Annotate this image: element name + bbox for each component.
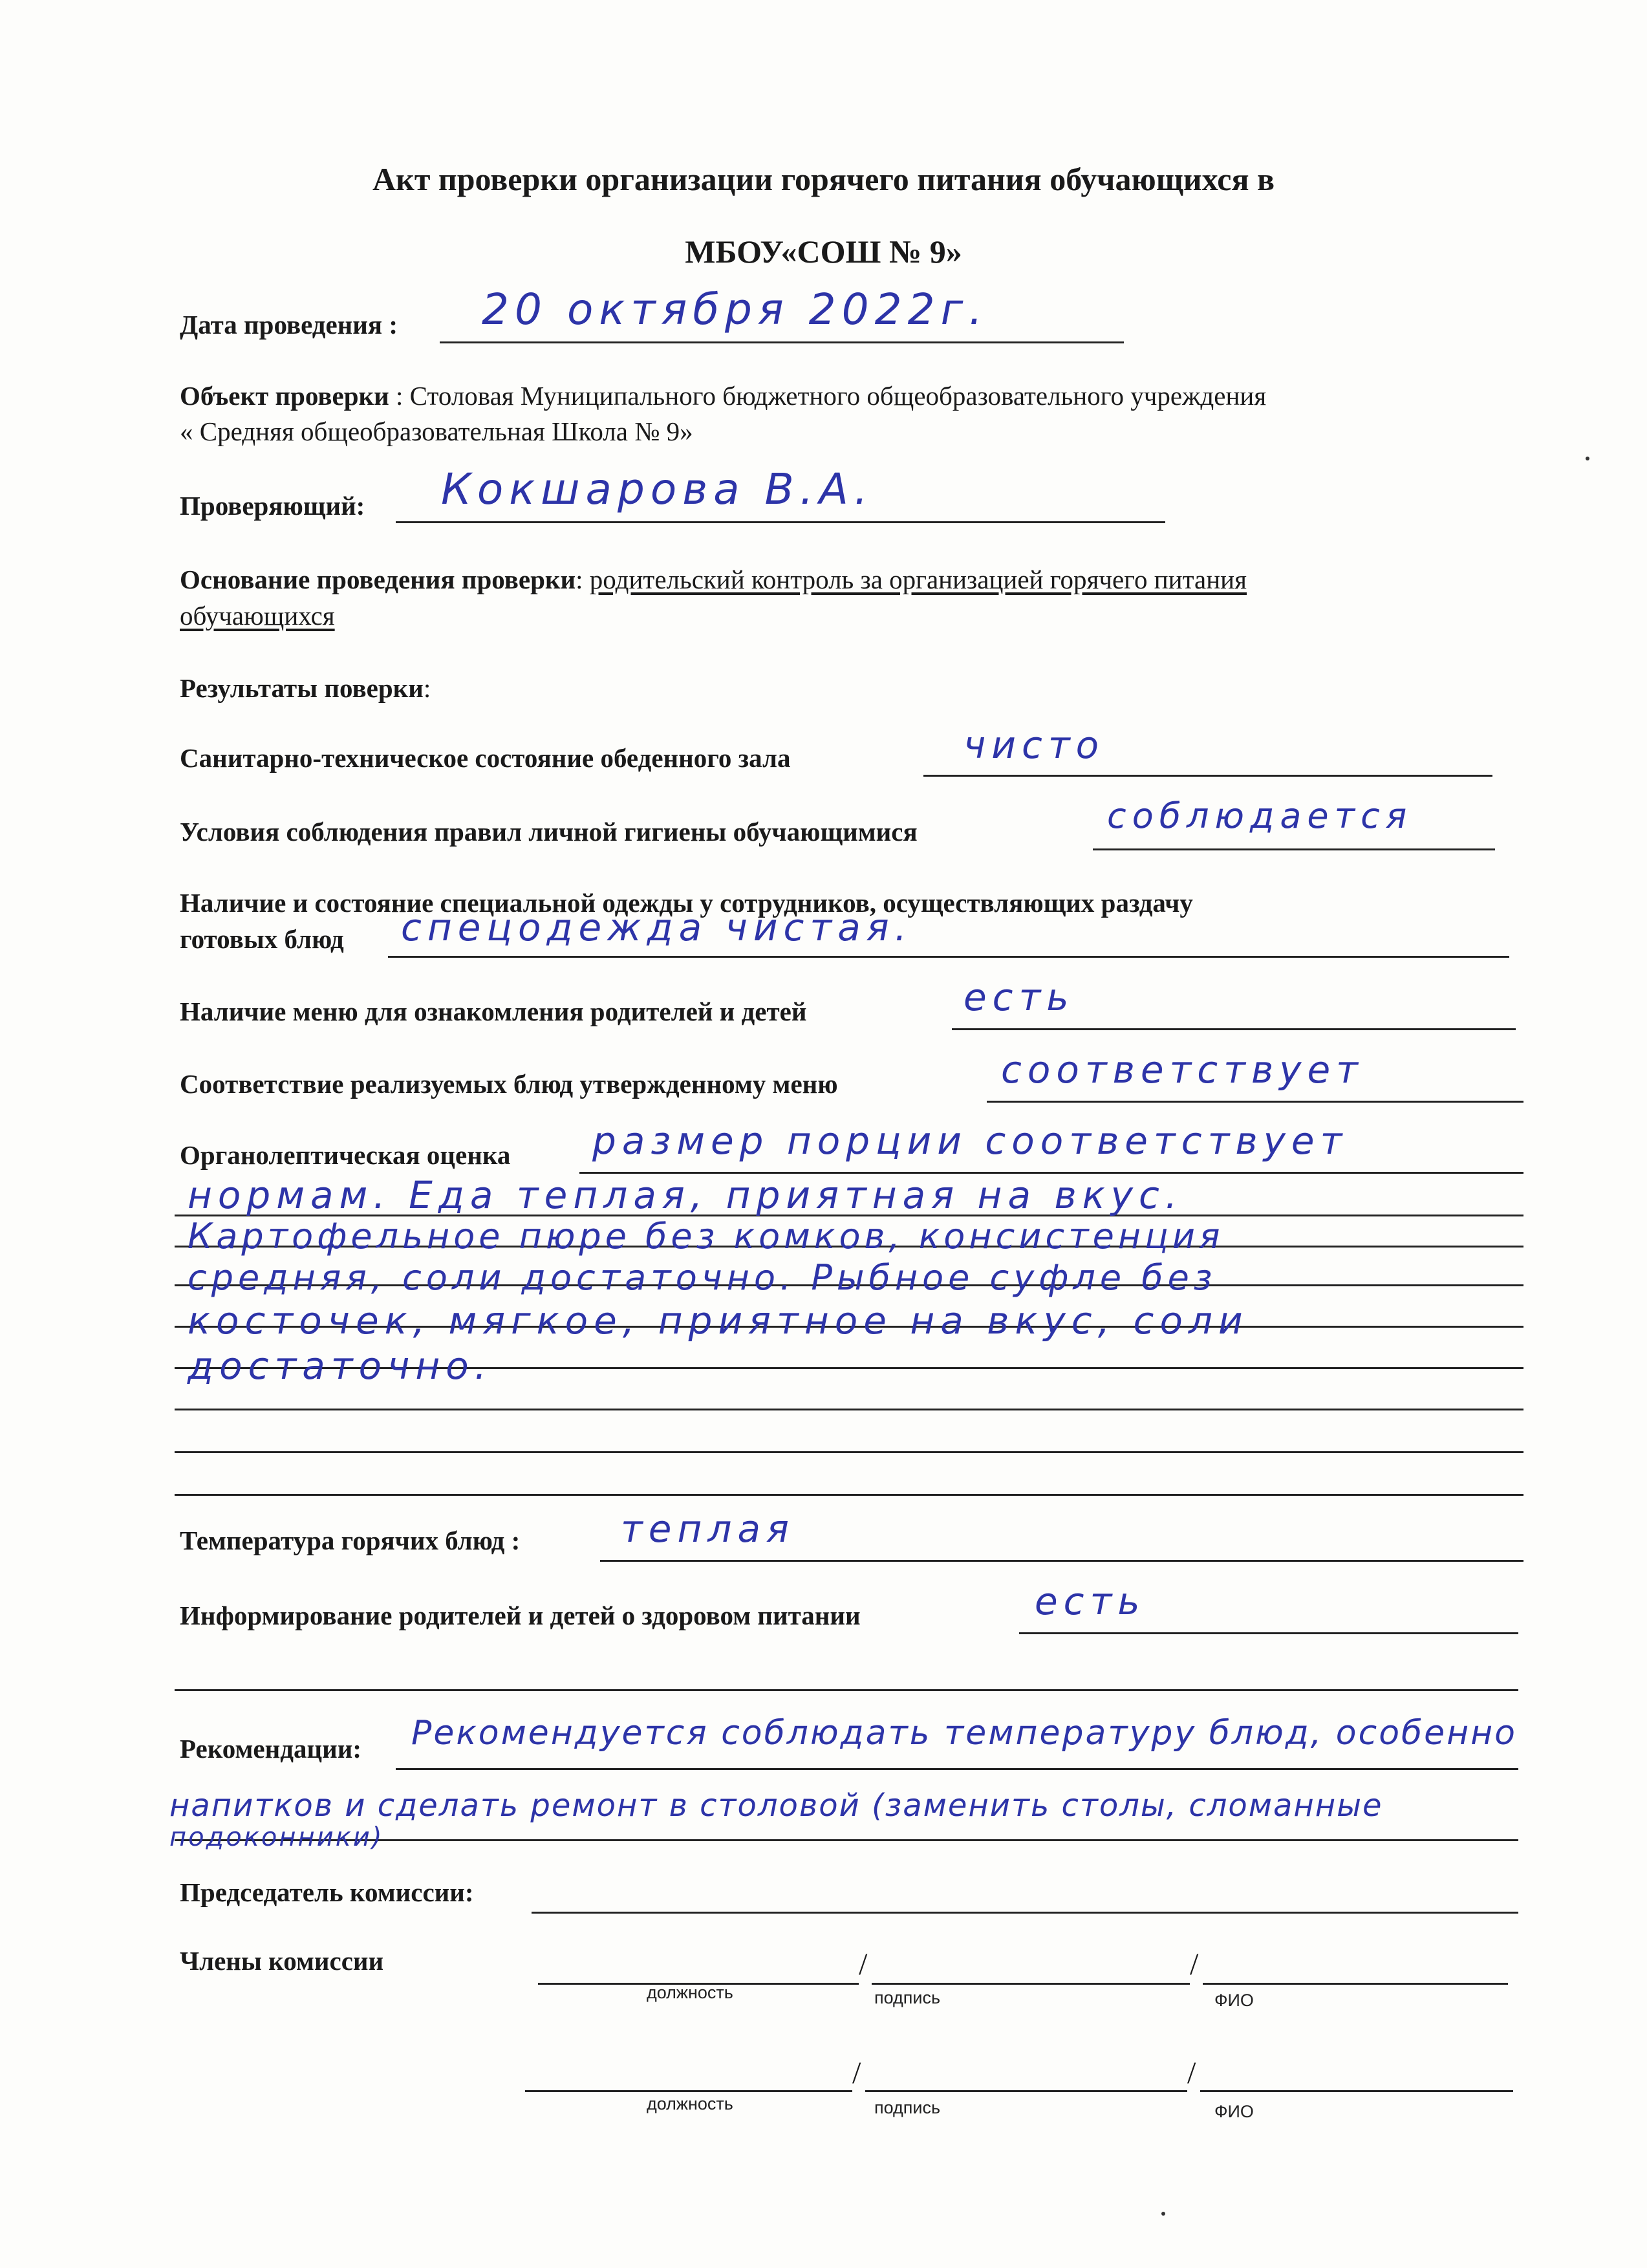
- recommendations-text-1: Рекомендуется соблюдать температуру блюд, особенно: [411, 1714, 1517, 1753]
- compliance-label: Соответствие реализуемых блюд утвержденному меню: [180, 1069, 838, 1099]
- object-text-line1: : Столовая Муниципального бюджетного общеобразовательного учреждения: [389, 381, 1267, 411]
- scan-speck: [1161, 2212, 1165, 2216]
- hygiene-value: соблюдается: [1107, 795, 1413, 836]
- clothing-label-line1: Наличие и состояние специальной одежды у сотрудников, осуществляющих раздачу: [180, 888, 1193, 918]
- caption-position-1: должность: [647, 1983, 733, 2002]
- organoleptic-line-7: [175, 1409, 1523, 1410]
- document-title-line2: МБОУ«СОШ № 9»: [685, 233, 962, 270]
- caption-signature-1: подпись: [874, 1988, 941, 2007]
- date-line: [440, 341, 1124, 343]
- menu-label: Наличие меню для ознакомления родителей и детей: [180, 997, 807, 1026]
- hygiene-label: Условия соблюдения правил личной гигиены обучающимися: [180, 817, 918, 847]
- members-signature-line-2: [865, 2090, 1187, 2092]
- temperature-label: Температура горячих блюд :: [180, 1526, 521, 1555]
- object-label: Объект проверки: [180, 381, 389, 411]
- organoleptic-text-2: нормам. Еда теплая, приятная на вкус.: [188, 1173, 1183, 1217]
- menu-value: есть: [963, 975, 1075, 1019]
- basis-line1: Основание проведения проверки: родительский контроль за организацией горячего питания: [180, 565, 1247, 594]
- scan-speck: [1586, 457, 1589, 460]
- organoleptic-text-1: размер порции соответствует: [592, 1119, 1348, 1163]
- inspector-line: [396, 521, 1165, 523]
- basis-text-line1: родительский контроль за организацией горячего питания: [589, 565, 1247, 594]
- members-position-line-2: [525, 2090, 852, 2092]
- clothing-label-line2: готовых блюд: [180, 924, 344, 954]
- recommendations-text-3: подоконники): [169, 1822, 384, 1852]
- organoleptic-text-4: средняя, соли достаточно. Рыбное суфле без: [188, 1257, 1217, 1298]
- compliance-line: [987, 1101, 1523, 1103]
- inspector-value: Кокшарова В.А.: [441, 464, 874, 514]
- informing-label: Информирование родителей и детей о здоровом питании: [180, 1601, 861, 1630]
- inspector-label: Проверяющий:: [180, 491, 365, 521]
- caption-position-2: должность: [647, 2094, 733, 2113]
- basis-label: Основание проведения проверки: [180, 565, 576, 594]
- members-slash-2a: /: [852, 2056, 861, 2090]
- organoleptic-line-8: [175, 1451, 1523, 1453]
- clothing-line: [388, 956, 1509, 958]
- members-name-line-1: [1203, 1983, 1508, 1985]
- object-line1: [180, 380, 1266, 411]
- informing-line: [1019, 1632, 1518, 1634]
- members-signature-line-1: [872, 1983, 1190, 1985]
- organoleptic-text-3: Картофельное пюре без комков, консистенция: [188, 1216, 1224, 1257]
- temperature-value: теплая: [621, 1507, 795, 1551]
- sanitary-label: Санитарно-техническое состояние обеденного зала: [180, 743, 791, 773]
- date-label: Дата проведения :: [180, 310, 398, 340]
- basis-text-line2: обучающихся: [180, 601, 335, 631]
- caption-name-1: ФИО: [1214, 1991, 1254, 2010]
- recommendations-text-2: напитков и сделать ремонт в столовой (заменить столы, сломанные: [169, 1787, 1383, 1824]
- members-slash-1a: /: [859, 1947, 868, 1982]
- members-slash-2b: /: [1187, 2056, 1196, 2090]
- sanitary-value: чисто: [963, 723, 1105, 767]
- date-value: 20 октября 2022г.: [482, 285, 989, 334]
- clothing-value: спецодежда чистая.: [401, 905, 913, 949]
- informing-value: есть: [1035, 1579, 1146, 1623]
- caption-signature-2: подпись: [874, 2098, 941, 2117]
- results-label: Результаты поверки: [180, 673, 424, 703]
- caption-name-2: ФИО: [1214, 2102, 1254, 2121]
- recommendations-line-1: [396, 1768, 1518, 1770]
- temperature-line: [600, 1560, 1523, 1562]
- document-title-line1: Акт проверки организации горячего питания обучающихся в: [372, 161, 1275, 197]
- organoleptic-text-5: косточек, мягкое, приятное на вкус, соли: [188, 1299, 1249, 1343]
- object-text-line2: « Средняя общеобразовательная Школа № 9»: [180, 416, 693, 446]
- chairman-line: [532, 1912, 1518, 1914]
- members-slash-1b: /: [1190, 1947, 1199, 1982]
- members-name-line-2: [1200, 2090, 1513, 2092]
- compliance-value: соответствует: [1001, 1048, 1364, 1092]
- members-label: Члены комиссии: [180, 1946, 384, 1976]
- recommendations-label: Рекомендации:: [180, 1734, 362, 1764]
- organoleptic-line-9: [175, 1494, 1523, 1496]
- sanitary-line: [923, 775, 1492, 777]
- organoleptic-text-6: достаточно.: [188, 1344, 493, 1388]
- hygiene-line: [1093, 848, 1495, 850]
- menu-line: [952, 1028, 1516, 1030]
- organoleptic-label: Органолептическая оценка: [180, 1140, 511, 1170]
- results-heading: Результаты поверки:: [180, 673, 431, 703]
- informing-line-2: [175, 1689, 1518, 1691]
- chairman-label: Председатель комиссии:: [180, 1877, 474, 1907]
